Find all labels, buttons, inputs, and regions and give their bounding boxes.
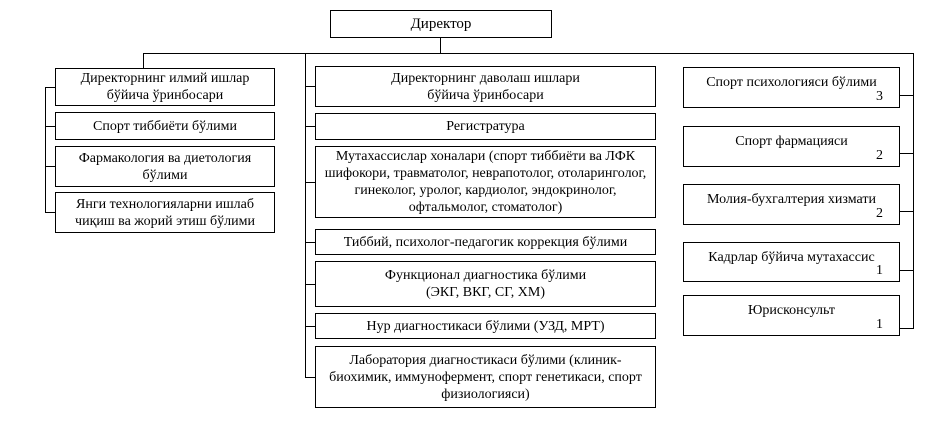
box-director-label: Директор (410, 15, 472, 32)
staff-count: 1 (876, 317, 883, 332)
connector-middle-stub-6 (305, 326, 315, 327)
box-sports-medicine-dept (55, 112, 275, 140)
connector-director-drop (440, 38, 441, 54)
connector-middle-stub-4 (305, 242, 315, 243)
box-sports-psychology-dept-label: Спорт психологияси бўлими (706, 75, 877, 90)
box-laboratory-diagnostics-dept-label: Лаборатория диагностикаси бўлими (клиник-биохимик, иммунофермент, спорт генетикаси, спорт физиологияси) (329, 352, 642, 402)
box-pharmacology-dietology-dept-label: Фармакология ва диетология бўлими (78, 150, 252, 183)
box-specialist-rooms (315, 146, 656, 218)
box-legal-counsel-label: Юрисконсульт (747, 303, 836, 318)
connector-left-spine (45, 87, 46, 213)
staff-count: 1 (876, 263, 883, 278)
box-pharmacology-dietology-dept (55, 146, 275, 187)
staff-count: 2 (876, 206, 883, 221)
connector-main-horizontal (143, 53, 914, 54)
staff-count: 2 (876, 148, 883, 163)
box-sports-pharmacy (683, 126, 900, 167)
connector-right-stub-5 (899, 328, 914, 329)
box-registry-label: Регистратура (446, 119, 525, 134)
box-sports-medicine-dept-label: Спорт тиббиёти бўлими (93, 118, 237, 134)
connector-right-stub-4 (899, 270, 914, 271)
box-functional-diagnostics-dept-label: Функционал диагностика бўлими (ЭКГ, ВКГ, СГ, ХМ) (384, 268, 587, 300)
box-deputy-science (55, 68, 275, 106)
connector-middle-stub-5 (305, 284, 315, 285)
box-medical-psych-correction-dept-label: Тиббий, психолог-педагогик коррекция бўлими (343, 234, 628, 250)
box-medical-psych-correction-dept (315, 229, 656, 255)
box-finance-accounting (683, 184, 900, 225)
box-sports-pharmacy-label: Спорт фармацияси (735, 134, 848, 149)
box-new-technologies-dept-label: Янги технологияларни ишлаб чиқиш ва жорий этиш бўлими (75, 196, 255, 229)
box-radiation-diagnostics-dept-label: Нур диагностикаси бўлими (УЗД, МРТ) (366, 318, 605, 334)
box-laboratory-diagnostics-dept (315, 346, 656, 408)
box-deputy-treatment-label: Директорнинг даволаш ишлари бўйича ўринбосари (391, 70, 580, 103)
box-finance-accounting-label: Молия-бухгалтерия хизмати (707, 192, 876, 207)
connector-left-stub-1 (45, 87, 55, 88)
connector-right-stub-1 (899, 95, 914, 96)
connector-middle-stub-7 (305, 377, 315, 378)
connector-middle-spine (305, 53, 306, 377)
connector-left-stub-4 (45, 212, 55, 213)
connector-right-stub-2 (899, 153, 914, 154)
staff-count: 3 (876, 89, 883, 104)
box-new-technologies-dept (55, 192, 275, 233)
box-functional-diagnostics-dept (315, 261, 656, 307)
box-director (330, 10, 552, 38)
box-specialist-rooms-label: Мутахассислар хоналари (спорт тиббиёти ва ЛФК шифокори, травматолог, неврапотолог, отоларинголог, гинеколог, уролог, кардиолог, эндокринолог, офтальмолог, стоматолог) (324, 149, 647, 215)
connector-left-stub-3 (45, 166, 55, 167)
box-hr-specialist-label: Кадрлар бўйича мутахассис (708, 250, 875, 265)
box-hr-specialist (683, 242, 900, 282)
connector-middle-stub-3 (305, 182, 315, 183)
box-registry (315, 113, 656, 140)
connector-left-stub-2 (45, 126, 55, 127)
box-legal-counsel (683, 295, 900, 336)
box-deputy-science-label: Директорнинг илмий ишлар бўйича ўринбосари (80, 71, 250, 103)
box-sports-psychology-dept (683, 67, 900, 108)
connector-middle-stub-2 (305, 126, 315, 127)
connector-left-branch-drop (143, 53, 144, 68)
connector-middle-stub-1 (305, 86, 315, 87)
box-radiation-diagnostics-dept (315, 313, 656, 339)
box-deputy-treatment (315, 66, 656, 107)
connector-right-stub-3 (899, 211, 914, 212)
